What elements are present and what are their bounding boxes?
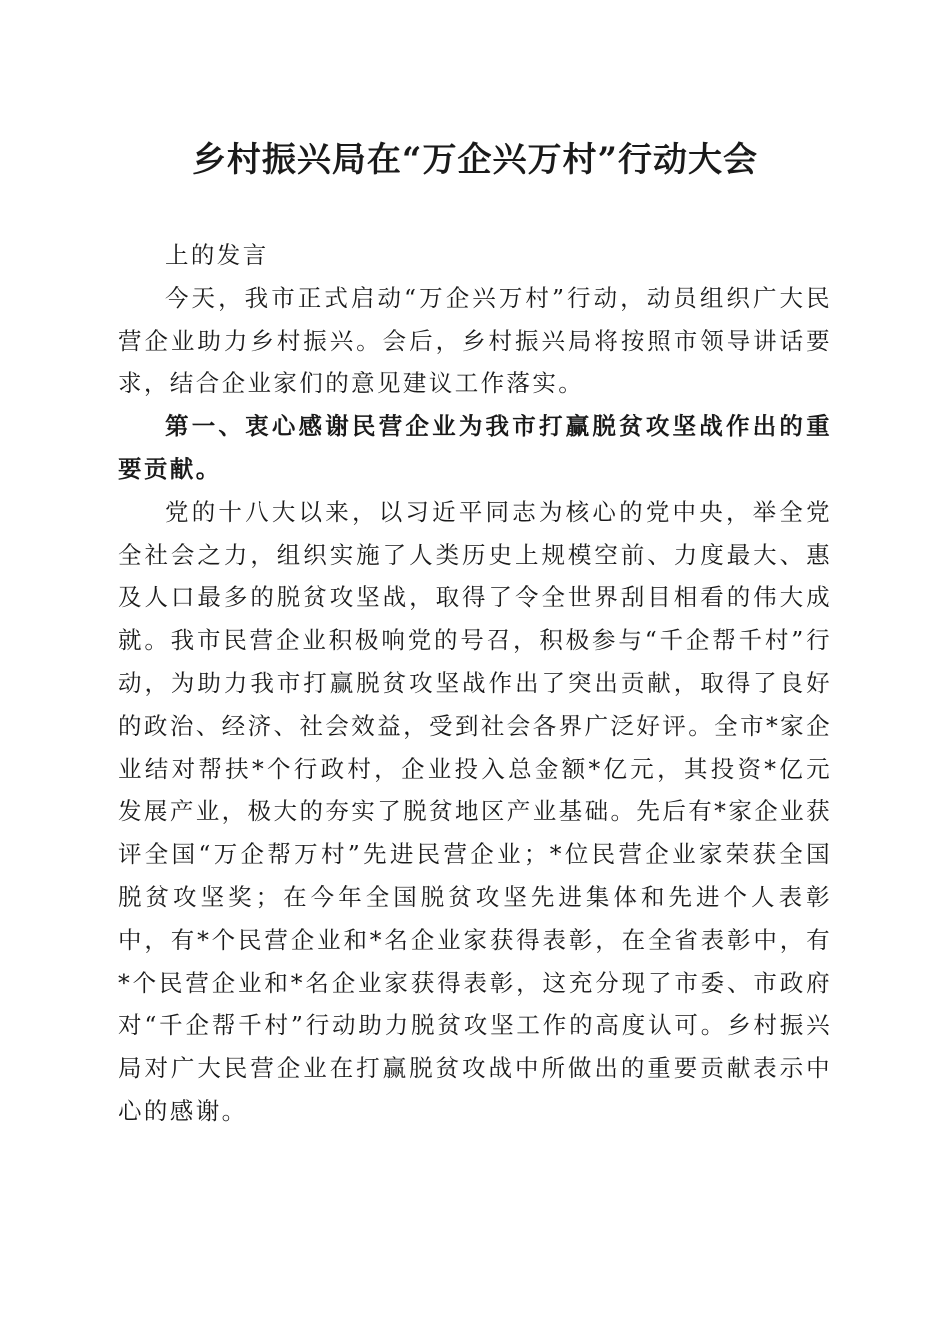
- paragraph-subtitle-continuation: 上的发言: [165, 241, 269, 269]
- section-heading-first: 第一、衷心感谢民营企业为我市打赢脱贫攻坚战作出的重要贡献。: [118, 412, 832, 483]
- paragraph-achievements: 党的十八大以来，以习近平同志为核心的党中央，举全党全社会之力，组织实施了人类历史上规模空前、力度最大、惠及人口最多的脱贫攻坚战，取得了令全世界刮目相看的伟大成就。我市民营企业积极响党的号召，积极参与“千企帮千村”行动，为助力我市打赢脱贫攻坚战作出了突出贡献，取得了良好的政治、经济、社会效益，受到社会各界广泛好评。全市*家企业结对帮扶*个行政村，企业投入总金额*亿元，其投资*亿元发展产业，极大的夯实了脱贫地区产业基础。先后有*家企业获评全国“万企帮万村”先进民营企业；*位民营企业家荣获全国脱贫攻坚奖；在今年全国脱贫攻坚先进集体和先进个人表彰中，有*个民营企业和*名企业家获得表彰，在全省表彰中，有*个民营企业和*名企业家获得表彰，这充分现了市委、市政府对“千企帮千村”行动助力脱贫攻坚工作的高度认可。乡村振兴局对广大民营企业在打赢脱贫攻战中所做出的重要贡献表示中心的感谢。: [118, 497, 832, 1125]
- paragraph-intro: 今天，我市正式启动“万企兴万村”行动，动员组织广大民营企业助力乡村振兴。会后，乡村振兴局将按照市领导讲话要求，结合企业家们的意见建议工作落实。: [118, 283, 832, 398]
- document-body: [118, 234, 832, 1133]
- document-title: 乡村振兴局在“万企兴万村”行动大会: [191, 140, 759, 180]
